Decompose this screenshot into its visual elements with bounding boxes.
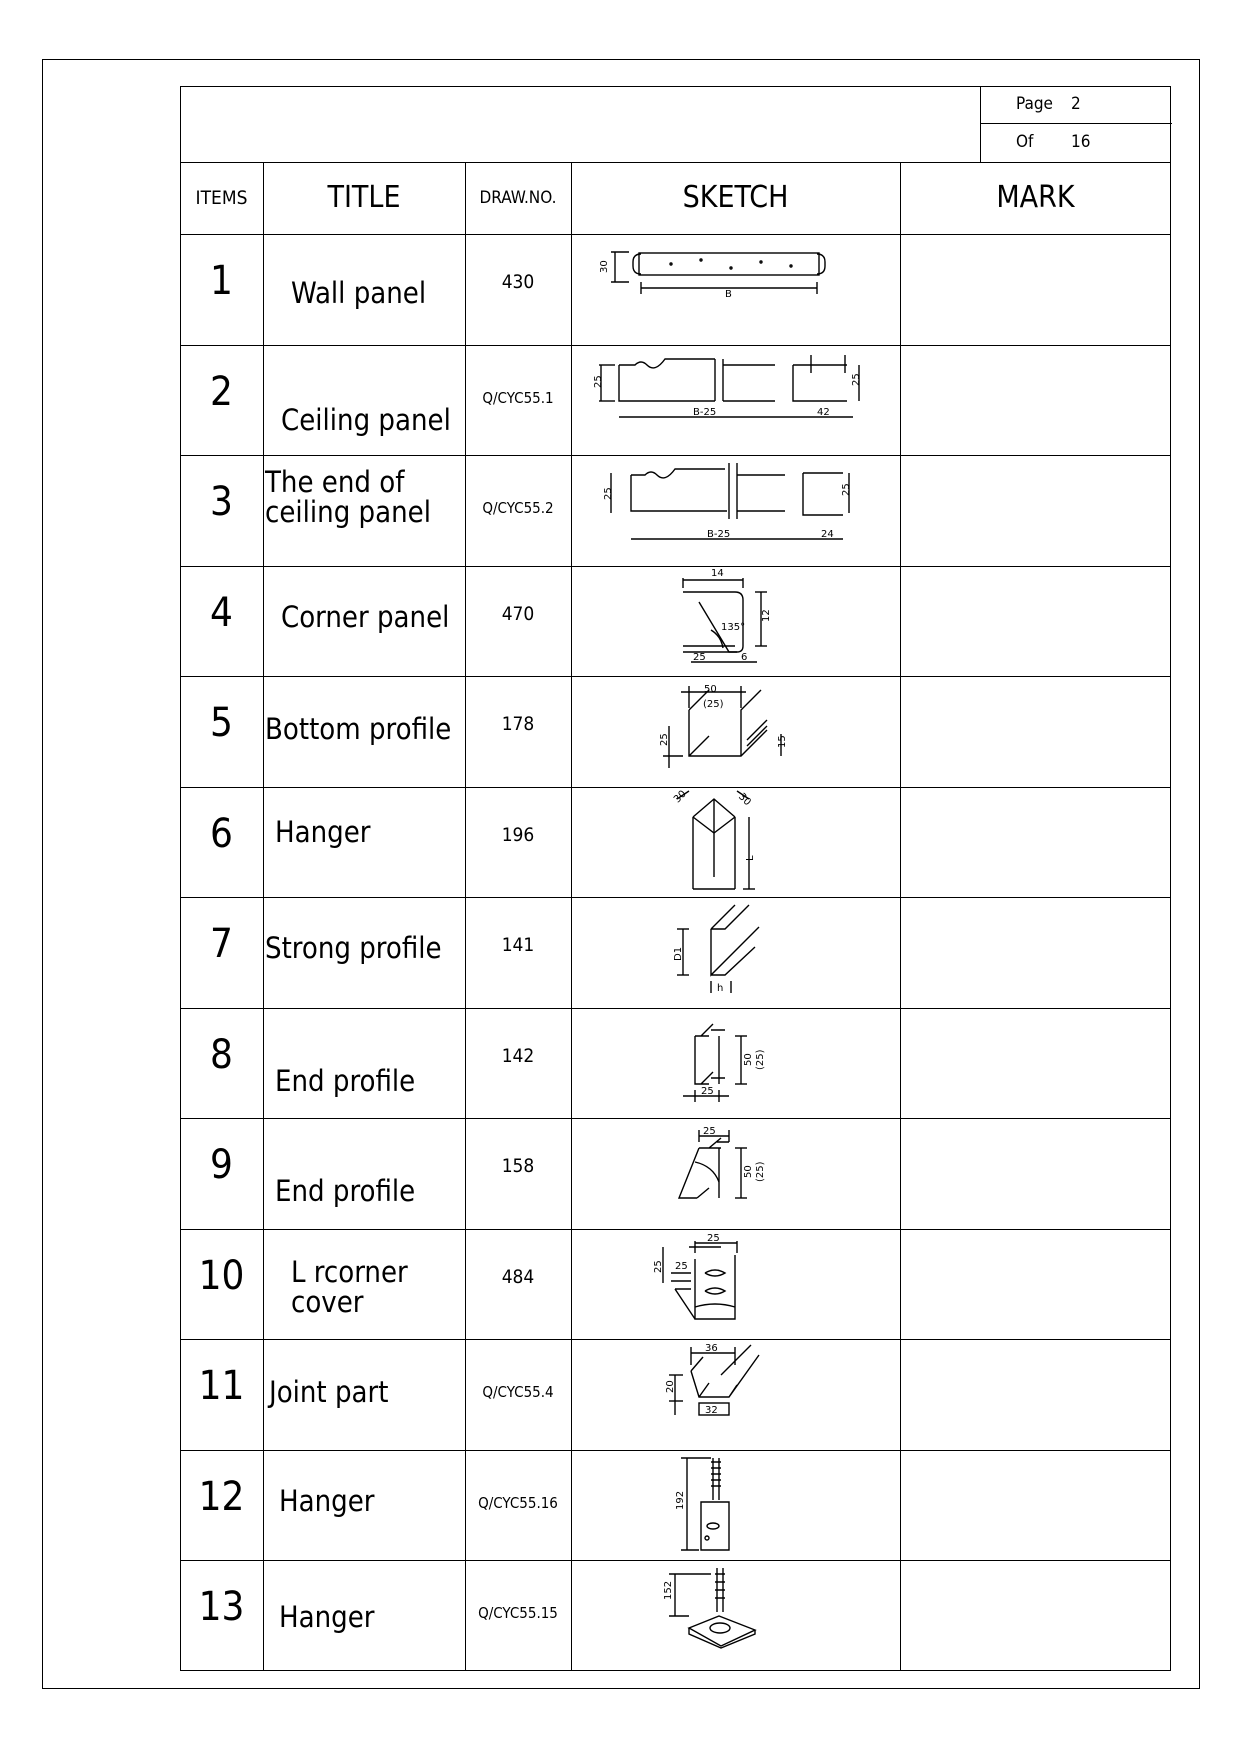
item-title: Joint part [269, 1375, 389, 1409]
sketch-dimension-label: D1 [673, 946, 684, 961]
sketch-dimension-label: 15 [777, 735, 788, 748]
item-number: 4 [210, 589, 233, 636]
sketch-dimension-label: (25) [755, 1161, 766, 1182]
sketch-drawing [571, 1339, 900, 1449]
sketch-dimension-label: 14 [711, 567, 724, 579]
sketch-dimension-label: 50 [704, 684, 717, 695]
sketch-drawing [571, 1118, 900, 1228]
item-number: 10 [198, 1252, 245, 1299]
total-pages: 16 [1071, 132, 1091, 152]
sketch-drawing [571, 345, 900, 455]
sketch-drawing [571, 566, 900, 676]
page-label: Page [1016, 94, 1053, 114]
drawing-number: 484 [501, 1265, 535, 1288]
col-items-header: ITEMS [195, 187, 248, 209]
sketch-dimension-label: 42 [817, 406, 830, 418]
sketch-dimension-label: 25 [851, 372, 862, 386]
sketch-dimension-label: B-25 [707, 529, 731, 540]
item-title: Ceiling panel [281, 402, 451, 437]
item-number: 3 [210, 479, 233, 525]
item-title: End profile [275, 1063, 416, 1098]
sketch-dimension-label: B-25 [693, 406, 717, 418]
item-number: 2 [210, 368, 233, 415]
sketch-dimension-label: 25 [701, 1085, 714, 1097]
sketch-dimension-label: 30 [736, 790, 753, 808]
sketch-drawing [571, 1560, 900, 1670]
sketch-dimension-label: 6 [741, 651, 748, 663]
sketch-drawing [571, 1008, 900, 1118]
sketch-dimension-label: B [725, 289, 732, 300]
sketch-drawing [571, 1229, 900, 1339]
item-title: L rcorner cover [291, 1254, 408, 1319]
sketch-dimension-label: 30 [599, 260, 610, 273]
sketch-drawing [571, 234, 900, 344]
item-number: 7 [210, 921, 233, 967]
col-divider-items [263, 162, 264, 1671]
sketch-dimension-label: 25 [693, 651, 706, 663]
item-title: End profile [275, 1174, 416, 1208]
col-sketch-header: SKETCH [682, 180, 789, 215]
col-title-header: TITLE [327, 180, 401, 215]
sketch-dimension-label: 25 [675, 1260, 688, 1272]
item-number: 6 [210, 810, 233, 857]
sketch-drawing [571, 455, 900, 565]
sketch-dimension-label: 152 [663, 1580, 674, 1600]
item-title: Hanger [279, 1600, 375, 1634]
drawing-number: 142 [501, 1044, 535, 1067]
sketch-drawing [571, 1450, 900, 1560]
sketch-dimension-label: 25 [593, 374, 604, 388]
drawing-number: 430 [501, 271, 535, 293]
drawing-number: Q/CYC55.2 [482, 499, 554, 517]
sketch-dimension-label: 25 [603, 487, 614, 500]
sketch-drawing [571, 787, 900, 897]
item-number: 11 [198, 1363, 245, 1409]
sketch-dimension-label: 36 [705, 1343, 718, 1354]
sketch-dimension-label: 25 [703, 1126, 716, 1137]
of-label: Of [1016, 132, 1034, 152]
page-box [980, 86, 1171, 162]
col-mark-header: MARK [996, 180, 1075, 215]
item-number: 9 [210, 1142, 233, 1188]
sketch-dimension-label: 30 [671, 788, 689, 805]
sketch-dimension-label: L [745, 854, 756, 861]
sketch-dimension-label: 24 [821, 529, 834, 540]
item-title: Hanger [279, 1483, 375, 1518]
drawing-number: Q/CYC55.16 [478, 1493, 558, 1512]
drawing-number: Q/CYC55.4 [482, 1383, 554, 1401]
sketch-dimension-label: 135° [721, 621, 746, 633]
sketch-dimension-label: 50 [743, 1052, 754, 1066]
sketch-dimension-label: 192 [675, 1490, 686, 1510]
col-draw-header: DRAW.NO. [479, 188, 557, 208]
item-title: Wall panel [291, 276, 427, 310]
item-number: 13 [198, 1584, 245, 1630]
item-title: Bottom profile [265, 712, 452, 746]
sketch-dimension-label: h [717, 983, 724, 994]
sketch-dimension-label: 25 [659, 733, 670, 746]
drawing-number: 178 [501, 713, 535, 735]
page-row [981, 86, 1172, 124]
item-number: 12 [198, 1473, 245, 1520]
drawing-number: 470 [501, 602, 535, 625]
sketch-dimension-label: 50 [743, 1165, 754, 1178]
sketch-drawing [571, 676, 900, 786]
item-number: 1 [210, 258, 233, 304]
sketch-dimension-label: (25) [703, 699, 724, 710]
sketch-dimension-label: 25 [653, 1259, 664, 1273]
drawing-number: 196 [501, 823, 535, 846]
drawing-number: Q/CYC55.1 [482, 388, 554, 407]
drawing-number: Q/CYC55.15 [478, 1604, 558, 1622]
item-title: Strong profile [265, 931, 442, 965]
page-number: 2 [1071, 94, 1081, 114]
sketch-dimension-label: (25) [755, 1048, 766, 1070]
sketch-dimension-label: 25 [707, 1232, 720, 1244]
sketch-dimension-label: 32 [705, 1405, 718, 1416]
sketch-dimension-label: 12 [761, 608, 772, 622]
sketch-dimension-label: 20 [665, 1380, 676, 1393]
col-divider-sketch [900, 162, 901, 1671]
drawing-number: 141 [501, 934, 535, 956]
item-title: Hanger [275, 814, 371, 849]
item-number: 8 [210, 1031, 233, 1078]
of-row [981, 124, 1172, 162]
item-title: The end of ceiling panel [265, 465, 431, 529]
item-title: Corner panel [281, 599, 450, 634]
sketch-dimension-label: 25 [841, 483, 852, 496]
item-number: 5 [210, 700, 233, 746]
sketch-drawing [571, 897, 900, 1007]
drawing-number: 158 [501, 1155, 535, 1177]
